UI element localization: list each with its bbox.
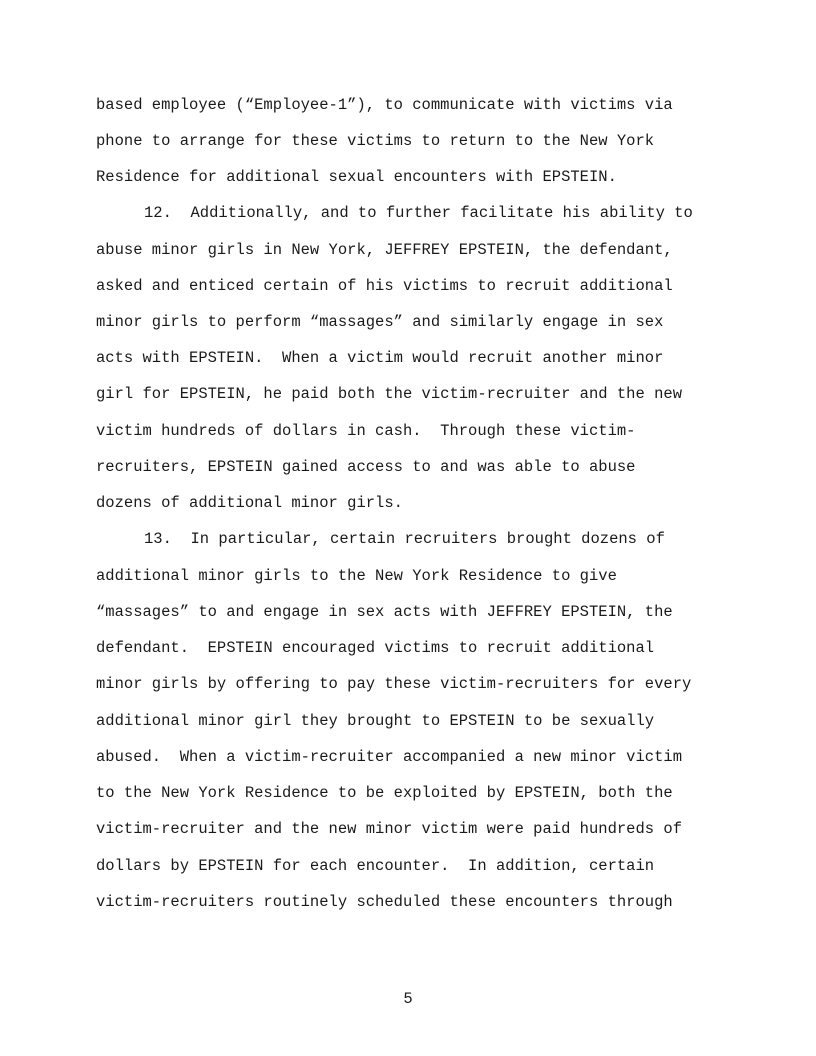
text-line: minor girls by offering to pay these victim-recruiters for every <box>96 675 692 693</box>
text-line: to the New York Residence to be exploited by EPSTEIN, both the <box>96 784 673 802</box>
text-line: dozens of additional minor girls. <box>96 494 403 512</box>
text-line: asked and enticed certain of his victims to recruit additional <box>96 277 673 295</box>
text-line: Residence for additional sexual encounters with EPSTEIN. <box>96 168 617 186</box>
page-number: 5 <box>403 990 413 1008</box>
text-line: “massages” to and engage in sex acts with JEFFREY EPSTEIN, the <box>96 603 673 621</box>
text-line: phone to arrange for these victims to return to the New York <box>96 132 655 150</box>
text-line: dollars by EPSTEIN for each encounter. In addition, certain <box>96 857 655 875</box>
text-line: additional minor girls to the New York Residence to give <box>96 567 617 585</box>
text-line: additional minor girl they brought to EPSTEIN to be sexually <box>96 712 655 730</box>
text-line: victim hundreds of dollars in cash. Through these victim- <box>96 422 636 440</box>
text-line: minor girls to perform “massages” and similarly engage in sex <box>96 313 664 331</box>
paragraph-13-start: 13. In particular, certain recruiters brought dozens of <box>144 530 665 548</box>
text-line: acts with EPSTEIN. When a victim would recruit another minor <box>96 349 664 367</box>
text-line: victim-recruiter and the new minor victim were paid hundreds of <box>96 820 682 838</box>
text-line: girl for EPSTEIN, he paid both the victim-recruiter and the new <box>96 385 682 403</box>
text-line: victim-recruiters routinely scheduled these encounters through <box>96 893 673 911</box>
text-line: defendant. EPSTEIN encouraged victims to recruit additional <box>96 639 655 657</box>
text-line: abused. When a victim-recruiter accompanied a new minor victim <box>96 748 682 766</box>
text-line: recruiters, EPSTEIN gained access to and was able to abuse <box>96 458 636 476</box>
text-line: based employee (“Employee-1”), to communicate with victims via <box>96 96 673 114</box>
paragraph-12-start: 12. Additionally, and to further facilitate his ability to <box>144 204 693 222</box>
text-line: abuse minor girls in New York, JEFFREY EPSTEIN, the defendant, <box>96 241 673 259</box>
